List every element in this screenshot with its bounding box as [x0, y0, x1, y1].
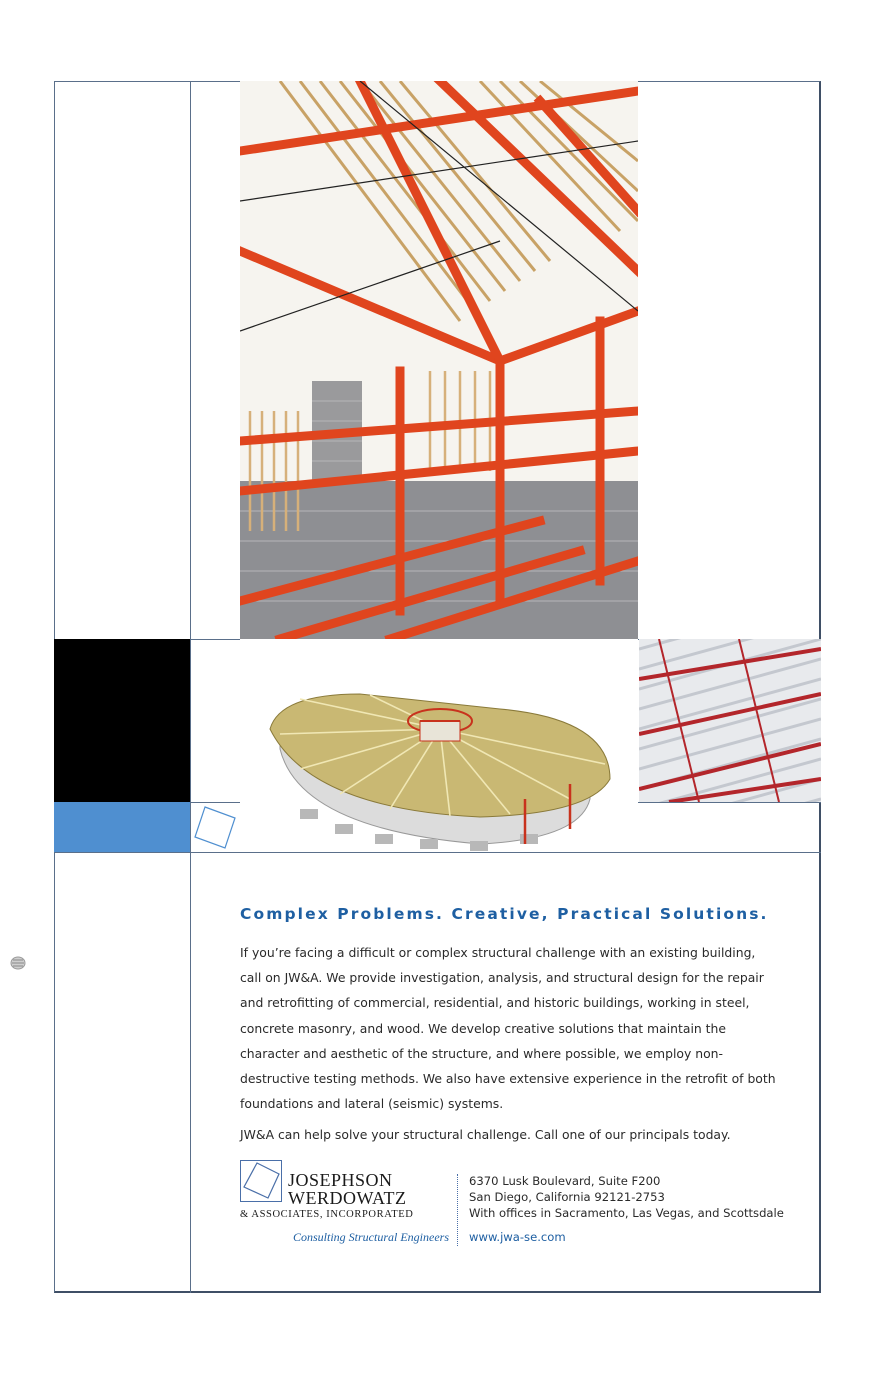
logo-name-line2: WERDOWATZ — [288, 1188, 407, 1208]
address-line-1: 6370 Lusk Boulevard, Suite F200 — [469, 1174, 661, 1188]
call-to-action: JW&A can help solve your structural challenge. Call one of our principals today. — [240, 1127, 731, 1143]
circular-structure-image — [240, 639, 638, 852]
black-block — [54, 639, 190, 802]
grid-vertical-left — [190, 81, 191, 1293]
logo-square-icon — [240, 1160, 282, 1202]
contact-address — [469, 1173, 784, 1221]
blue-block — [54, 802, 190, 852]
logo-name-line1: JOSEPHSON — [288, 1170, 393, 1190]
logo-associates: & ASSOCIATES, INCORPORATED — [240, 1209, 414, 1220]
offices-line: With offices in Sacramento, Las Vegas, and Scottsdale — [469, 1206, 784, 1220]
steel-joist-image — [639, 639, 821, 802]
headline: Complex Problems. Creative, Practical Solutions. — [240, 905, 769, 923]
address-line-2: San Diego, California 92121-2753 — [469, 1190, 665, 1204]
website-link[interactable]: www.jwa-se.com — [469, 1230, 566, 1244]
registration-mark-icon — [9, 955, 27, 971]
body-text — [240, 940, 780, 1148]
steel-framing-image — [240, 81, 638, 639]
tilted-square-icon — [191, 803, 240, 852]
grid-horizontal-3 — [54, 852, 821, 853]
contact-divider — [457, 1174, 458, 1246]
logo-tagline: Consulting Structural Engineers — [293, 1230, 449, 1244]
body-paragraph: If you’re facing a difficult or complex structural challenge with an existing building, call on JW&A. We provide investigation, analysis, and structural design for the repair and retrofitting of commercial, residential, and historic buildings, working in steel, concrete masonry, and wood. We develop creative solutions that maintain the character and aesthetic of the structure, and where possible, we employ non-destructive testing methods. We also have extensive experience in the retrofit of both foundations and lateral (seismic) systems. — [240, 945, 776, 1112]
